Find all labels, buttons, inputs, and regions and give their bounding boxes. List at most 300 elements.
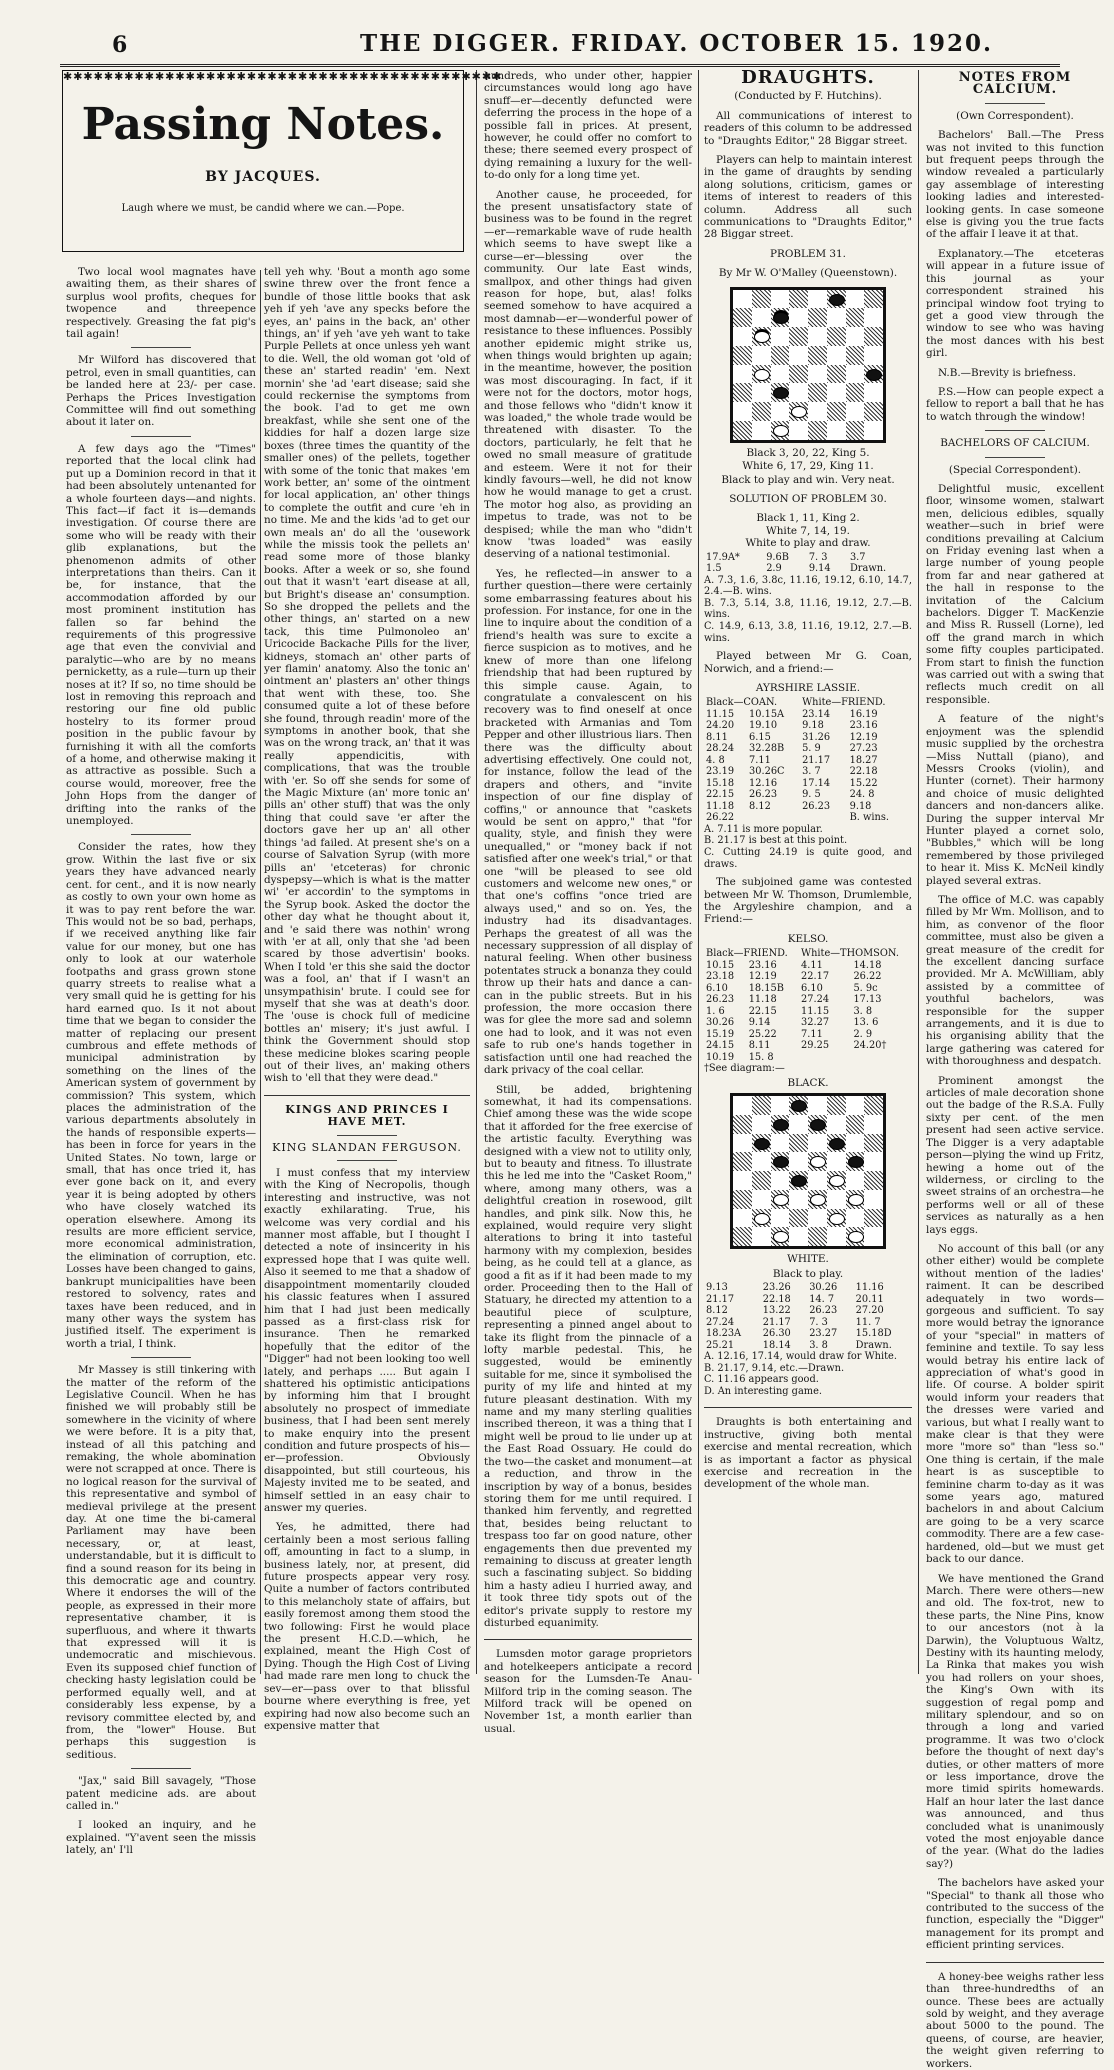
paragraph: Yes, he admitted, there had certainly been a most serious falling off, amounting in fact to a slump, in business lately, nor, at present, did future prospects appear very rosy. Quite a number of factors contributed to this melancholy state of affairs, but easily foremost among them stood the two following: First he would place the present H.C.D.—which, he explained, meant the High Cost of Dying. Though the High Cost of Living had made rare men long to chuck the sev—er—pass over to that blissful bourne where everything is free, yet expiring had now also become such an expensive matter that bbox=[264, 1521, 470, 1732]
game-moves-kelso bbox=[704, 948, 912, 1063]
game-title: AYRSHIRE LASSIE. bbox=[755, 681, 861, 694]
light-square bbox=[827, 1152, 846, 1171]
table-row bbox=[704, 732, 912, 744]
move-cell: 22.17 bbox=[801, 971, 830, 983]
table-row bbox=[704, 960, 912, 972]
dark-square bbox=[789, 1209, 808, 1228]
black-man-piece bbox=[773, 1156, 789, 1168]
move-cell: 26.22 bbox=[853, 971, 882, 983]
move-cell: 18.14 bbox=[762, 1339, 791, 1351]
light-square bbox=[771, 290, 790, 309]
table-row bbox=[704, 755, 912, 767]
light-square bbox=[771, 1171, 790, 1190]
dark-square bbox=[808, 421, 827, 440]
black-king-piece bbox=[773, 312, 789, 324]
move-cell: 27.24 bbox=[801, 994, 830, 1006]
move-cell: 3. 8 bbox=[809, 1339, 828, 1351]
move-cell: 11.16 bbox=[855, 1282, 884, 1294]
move-cell: 27.23 bbox=[849, 743, 878, 755]
light-square bbox=[733, 365, 752, 384]
light-square bbox=[808, 1096, 827, 1115]
light-square bbox=[846, 1171, 865, 1190]
dark-square bbox=[864, 327, 883, 346]
light-square bbox=[789, 1115, 808, 1134]
move-cell: 29.25 bbox=[801, 1040, 830, 1052]
dark-square bbox=[771, 1190, 790, 1209]
paragraph: tell yeh why. 'Bout a month ago some swine threw over the front fence a bundle of those little books that ask yeh if yeh 'ave any specks before the eyes, an' pains in the back, an' other things, an' if yeh 'ave yeh want to take Purple Pellets at once unless yeh want to die. Well, the old woman got 'old of these an' started readin' 'em. Next mornin' she 'ad 'eart disease; said she could reckernise the symptoms from the book. I'ad to get me own breakfast, while she sent one of the kiddies for half a dozen large size boxes (three times the quantity of the smaller ones) of the pellets, together with some of the tonic that makes 'em work better, an' some of the ointment for local application, an' other things to complete the outfit and cure 'eh in no time. Me and the kids 'ad to get our own meals an' do all the 'ousework while the missis took the pellets an' read some more of those blanky books. After a week or so, she found out that it wasn't 'eart disease at all, but Bright's disease an' consumption. So she dropped the pellets and the other things, an' started on a new tack, this time Pulmonoleo an' Uricocide Backache Pills for the liver, kidneys, stomach an' other parts of yer flamin' anatomy. Also the tonic an' ointment an' plasters an' other things that went with these, too. She consumed quite a lot of these before she found, through readin' more of the symptoms in another book, that she was on the wrong track, an' that it was really appendicitis, with complications, that was the trouble with 'er. So off she sends for some of the Magic Mixture (an' more tonic an' pills an' other stuff) that was the only thing that could save 'er after the doctors gave her up an' all other things 'ad failed. At present she's on a course of Salvation Syrup (with more pills an' 'etceteras) for chronic dyspepsy—which is what is the matter wi' 'er accordin' to the symptoms in the Syrup book. Asked the doctor the other day what he thought about it, and 'e said there was nothin' wrong with 'er at all, only that she 'ad been scared by those advertisin' books. When I told 'er this she said the doctor was a fool, an' that if I wasn't an unsympathisin' brute. I could see for myself that she was at death's door. The 'ouse is chock full of medicine bottles an' misery; it's just awful. I think the Government should stop these medicine blokes scaring people out of their lives, an' making others wish to 'ell that they were dead." bbox=[264, 266, 470, 1085]
table-header-cell: White—THOMSON. bbox=[801, 948, 899, 960]
draughts-board-kelso bbox=[730, 1093, 886, 1249]
column-two bbox=[264, 266, 470, 1732]
paragraph: Delightful music, excellent floor, winsome women, stalwart men, delicious edibles, squally weather—such in brief were conditions prevailing at Calcium on Friday evening last when a large number of young people from far and near gathered at the hall in response to the invitation of the Calcium bachelors. Digger T. MacKenzie and Miss R. Russell (Lorne), led off the grand march in which some fifty couples participated. From start to finish the function was carried out with a swing that reflects much credit on all responsible. bbox=[926, 482, 1104, 706]
divider bbox=[264, 1095, 470, 1096]
dark-square bbox=[808, 308, 827, 327]
light-square bbox=[827, 308, 846, 327]
move-cell: 17.13 bbox=[853, 994, 882, 1006]
move-cell: 7.11 bbox=[801, 1028, 823, 1040]
move-cell: 14. 7 bbox=[809, 1293, 835, 1305]
light-square bbox=[733, 402, 752, 421]
move-cell: B. wins. bbox=[849, 812, 889, 824]
light-square bbox=[771, 1096, 790, 1115]
game-title: KELSO. bbox=[787, 932, 829, 945]
light-square bbox=[808, 1134, 827, 1153]
dark-square bbox=[771, 1227, 790, 1246]
move-cell: 31.26 bbox=[802, 731, 831, 743]
divider bbox=[131, 1357, 191, 1358]
dark-square bbox=[808, 383, 827, 402]
dark-square bbox=[864, 1096, 883, 1115]
paragraph: Players can help to maintain interest in the game of draughts by sending along solutions, criticism, games or items of interest to readers of this column. Address all such communications to "Draughts Editor," 28 Biggar street. bbox=[704, 154, 912, 241]
board-instruction: Black to play. bbox=[772, 1267, 844, 1280]
dark-square bbox=[789, 365, 808, 384]
move-cell: 17.9A* bbox=[706, 551, 740, 563]
dark-square bbox=[827, 1171, 846, 1190]
divider bbox=[704, 1407, 912, 1408]
divider bbox=[985, 103, 1045, 104]
move-cell: 18.15B bbox=[748, 982, 784, 994]
note: D. An interesting game. bbox=[704, 1385, 822, 1397]
paragraph: A honey-bee weighs rather less than three-hundredths of an ounce. These bees are actually sold by weight, and they average about 5000 to the pound. The queens, of course, are heavier, the weight given referring to workers. bbox=[926, 1970, 1104, 2070]
table-row bbox=[704, 563, 912, 575]
paragraph: Explanatory.—The etceteras will appear in a future issue of this journal as your correspondent strained his principal window foot trying to get a good view through the window to see who was having the most dances with his best girl. bbox=[926, 247, 1104, 360]
white-man-piece bbox=[848, 1231, 864, 1243]
star-border: ✱✱✱✱✱✱✱✱✱✱✱✱✱✱✱✱✱✱✱✱✱✱✱✱✱✱✱✱✱✱✱✱✱✱✱✱✱✱✱✱✱✱✱ bbox=[63, 70, 503, 83]
dark-square bbox=[771, 1115, 790, 1134]
move-cell: 12.19 bbox=[849, 731, 878, 743]
light-square bbox=[846, 365, 865, 384]
light-square bbox=[864, 383, 883, 402]
note: B. 21.17 is best at this point. bbox=[704, 835, 848, 847]
white-man-piece bbox=[829, 1175, 845, 1187]
draughts-board-problem-31 bbox=[730, 287, 886, 443]
table-row bbox=[704, 1282, 912, 1294]
move-cell: 10.19 bbox=[706, 1051, 735, 1063]
table-row bbox=[704, 971, 912, 983]
dark-square bbox=[752, 1171, 771, 1190]
paragraph: Played between Mr G. Coan, Norwich, and a friend:— bbox=[704, 650, 912, 675]
white-man-piece bbox=[791, 406, 807, 418]
light-square bbox=[827, 1227, 846, 1246]
dark-square bbox=[752, 327, 771, 346]
board-label-black: BLACK. bbox=[787, 1076, 829, 1089]
dark-square bbox=[846, 1227, 865, 1246]
game-moves-ayrshire-lassie bbox=[704, 697, 912, 824]
move-cell: 2.9 bbox=[766, 563, 782, 575]
light-square bbox=[864, 1227, 883, 1246]
correspondent: (Own Correspondent). bbox=[956, 109, 1074, 122]
dark-square bbox=[864, 1171, 883, 1190]
problem-author: By Mr W. O'Malley (Queenstown). bbox=[718, 267, 898, 280]
paragraph: A few days ago the "Times" reported that the local clink had put up a Dominion record in that it had been absolutely untenanted for a whole fourteen days—and nights. This fact—if fact it is—demands investigation. Of course there are some who will be ready with their glib explanations, but the phenomenon admits of other interpretations than theirs. Can it be, for instance, that the accommodation afforded by our most prominent institution has fallen so far behind the requirements of this progressive age that even the convivial and paralytic—who are by no means pernicketty, as a rule—turn up their noses at it? If so, no time should be lost in removing this reproach and restoring our fine old public hostelry to its former proud position in the public favour by furnishing it with all the comforts of a home, and otherwise making it as attractive as possible. Such a course would, moreover, free the John Hops from the danger of drifting into the ranks of the unemployed. bbox=[66, 442, 256, 828]
dark-square bbox=[752, 1096, 771, 1115]
black-man-piece bbox=[810, 1119, 826, 1131]
dark-square bbox=[771, 308, 790, 327]
dark-square bbox=[733, 1190, 752, 1209]
light-square bbox=[827, 1115, 846, 1134]
dark-square bbox=[808, 1152, 827, 1171]
move-cell: 5. 9c bbox=[853, 982, 878, 994]
dark-square bbox=[789, 327, 808, 346]
paragraph: I looked an inquiry, and he explained. "Y'avent seen the missis lately, an' I'll bbox=[66, 1819, 256, 1857]
note: B. 21.17, 9.14, etc.—Drawn. bbox=[704, 1362, 845, 1374]
paragraph: I must confess that my interview with the King of Necropolis, though interesting and instructive, was not exactly exhilarating. True, his welcome was very cordial and his manner most affable, but I thought I detected a note of insincerity in his expressed hope that I was quite well. Also it seemed to me that a shadow of disappointment momentarily clouded his classic features when I assured him that I had just been medically passed as a first-class risk for insurance. Then he remarked hopefully that the editor of the "Digger" had not been looking too well lately, and perhaps ..... But again I shattered his optimistic anticipations by informing him that I brought absolutely no prospect of immediate business, that I had been sent merely to make enquiry into the present condition and future prospects of his—er—profession. Obviously disappointed, but still courteous, his Majesty invited me to be seated, and himself settled in an easy chair to answer my queries. bbox=[264, 1167, 470, 1514]
move-cell bbox=[799, 1052, 851, 1064]
kings-subtitle: KING SLANDAN FERGUSON. bbox=[272, 1140, 462, 1154]
move-cell: 13.22 bbox=[762, 1305, 791, 1317]
column-draughts bbox=[704, 67, 912, 1674]
move-cell: 25.21 bbox=[706, 1339, 735, 1351]
black-man-piece bbox=[848, 1156, 864, 1168]
move-cell: 28.24 bbox=[706, 743, 735, 755]
paragraph: P.S.—How can people expect a fellow to report a ball that he has to watch through the window! bbox=[926, 385, 1104, 423]
divider bbox=[985, 457, 1045, 458]
dark-square bbox=[733, 1227, 752, 1246]
move-cell: 24.20 bbox=[706, 720, 735, 732]
move-cell: 11.18 bbox=[706, 800, 735, 812]
column-calcium bbox=[926, 70, 1104, 2070]
light-square bbox=[808, 365, 827, 384]
black-man-piece bbox=[791, 1100, 807, 1112]
solution-black: Black 1, 11, King 2. bbox=[756, 512, 860, 525]
paragraph: Consider the rates, how they grow. Within the last five or six years they have advanced nearly cent. for cent., and it is now nearly as costly to own your own home as it was to pay rent before the war. This would not be so bad, perhaps, if we received anything like fair value for our money, but one has only to look at our waterhole footpaths and grass grown stone quarry streets to realise what a very small quid he is getting for his hard earned quo. Is it not about time that we began to consider the matter of replacing our present cumbrous and effete methods of municipal administration by something on the lines of the American system of government by commission? This system, which places the administration of the various departments absolutely in the hands of responsible experts—has been in force for years in the United States. No town, large or small, that has once tried it, has ever gone back on it, and every year it is being adopted by others who have closely watched its operation elsewhere. Among its results are more efficient service, more economical administration, the elimination of corruption, etc. Losses have been changed to gains, bankrupt municipalities have been restored to solvency, rates and taxes have been reduced, and in many other ways the system has justified itself. The experiment is worth a trial, I think. bbox=[66, 841, 256, 1350]
move-cell bbox=[851, 1052, 912, 1064]
dark-square bbox=[846, 421, 865, 440]
move-cell: 25.22 bbox=[748, 1028, 777, 1040]
move-cell: 30.26 bbox=[706, 1017, 735, 1029]
black-man-piece bbox=[754, 1138, 770, 1150]
problem-instruction: Black to play and win. Very neat. bbox=[721, 473, 895, 486]
move-cell: 6.15 bbox=[749, 731, 771, 743]
move-cell: 9.6B bbox=[766, 551, 789, 563]
paragraph: Another cause, he proceeded, for the present unsatisfactory state of business was to be found in the regret—er—remarkable wave of rude health which seems to have swept like a curse—er—blessing over the community. Our late East winds, smallpox, and other things had given reason for hope, but, alas! folks seemed somehow to have acquired a most damnab—er—wonderful power of resistance to these influences. Possibly another epidemic might strike us, when things would brighten up again; in the meantime, however, the position was most discouraging. In fact, if it were not for the doctors, motor hogs, and those fellows who "didn't know it was loaded," the whole trade would be threatened with disaster. To the doctors, particularly, he felt that he owed no small measure of gratitude and esteem. Were it not for their kindly favours—well, he did not know how he would manage to get a crust. The motor hog also, as providing an impetus to trade, was not to be despised; while the man who "didn't know 'twas loaded" was easily deserving of a national testimonial. bbox=[484, 188, 692, 561]
move-cell: 26.23 bbox=[802, 800, 831, 812]
light-square bbox=[752, 308, 771, 327]
column-passing-notes bbox=[66, 266, 256, 1857]
dark-square bbox=[771, 1152, 790, 1171]
move-cell bbox=[800, 812, 848, 824]
white-man-piece bbox=[810, 1156, 826, 1168]
move-cell: 22.15 bbox=[748, 1005, 777, 1017]
light-square bbox=[827, 1190, 846, 1209]
move-cell: 10.15 bbox=[706, 959, 735, 971]
move-cell: 9.18 bbox=[802, 720, 824, 732]
divider bbox=[131, 436, 191, 437]
move-cell: 23.16 bbox=[849, 720, 878, 732]
move-cell: 9.14 bbox=[748, 1017, 771, 1029]
move-cell: 11.15 bbox=[706, 708, 735, 720]
move-cell: 15.18D bbox=[855, 1328, 892, 1340]
dark-square bbox=[808, 1115, 827, 1134]
table-row bbox=[704, 1305, 912, 1317]
table-row bbox=[704, 720, 912, 732]
table-row bbox=[704, 1052, 912, 1064]
light-square bbox=[789, 308, 808, 327]
move-cell: 10.15A bbox=[749, 708, 785, 720]
table-row bbox=[704, 812, 912, 824]
light-square bbox=[864, 1190, 883, 1209]
masthead bbox=[60, 24, 1060, 67]
dark-square bbox=[771, 421, 790, 440]
move-cell: 30.26C bbox=[749, 766, 785, 778]
move-cell: 21.17 bbox=[706, 1293, 735, 1305]
light-square bbox=[789, 1190, 808, 1209]
light-square bbox=[864, 421, 883, 440]
move-cell: 8.11 bbox=[748, 1040, 771, 1052]
light-square bbox=[864, 1152, 883, 1171]
light-square bbox=[733, 1209, 752, 1228]
move-cell: 3. 7 bbox=[802, 766, 821, 778]
light-square bbox=[846, 1096, 865, 1115]
move-cell: 9.18 bbox=[849, 800, 872, 812]
board-label-white: WHITE. bbox=[787, 1253, 829, 1266]
table-row bbox=[704, 743, 912, 755]
dark-square bbox=[752, 1209, 771, 1228]
light-square bbox=[752, 1152, 771, 1171]
table-row bbox=[704, 994, 912, 1006]
solution-title: SOLUTION OF PROBLEM 30. bbox=[729, 492, 887, 505]
black-man-piece bbox=[773, 1119, 789, 1131]
paragraph: Mr Massey is still tinkering with the matter of the reform of the Legislative Council. When he has finished we will probably still be somewhere in the vicinity of where we were before. It is a pity that, instead of all this patching and remaking, the whole abomination were not scrapped at once. There is no logical reason for the survival of this representative and symbol of medieval privilege at the present day. At one time the bi-cameral Parliament may have been necessary, or, at least, understandable, but it is difficult to find a sound reason for its being in this democratic age and country. Where it endorses the will of the people, as expressed in their more representative chamber, it is superfluous, and where it thwarts that expressed will it is undemocratic and mischievous. Even its supposed chief function of checking hasty legislation could be performed equally well, and at considerably less expense, by a revisory committee elected by, and from, the "lower" House. But perhaps this suggestion is seditious. bbox=[66, 1364, 256, 1761]
dark-square bbox=[789, 290, 808, 309]
light-square bbox=[808, 327, 827, 346]
move-cell: 27.24 bbox=[706, 1316, 735, 1328]
white-man-piece bbox=[810, 1194, 826, 1206]
light-square bbox=[864, 308, 883, 327]
dark-square bbox=[733, 1152, 752, 1171]
note: A. 7.3, 1.6, 3.8c, 11.16, 19.12, 6.10, 14.7, 2.4.—B. wins. bbox=[704, 574, 912, 598]
table-row bbox=[704, 766, 912, 778]
light-square bbox=[733, 1171, 752, 1190]
solution-instruction: White to play and draw. bbox=[745, 537, 871, 550]
table-row bbox=[704, 1328, 912, 1340]
move-cell: 32.27 bbox=[801, 1017, 830, 1029]
dark-square bbox=[771, 383, 790, 402]
light-square bbox=[771, 365, 790, 384]
white-man-piece bbox=[773, 1231, 789, 1243]
dark-square bbox=[827, 1096, 846, 1115]
paragraph: "Jax," said Bill savagely, "Those patent medicine ads. are about called in." bbox=[66, 1775, 256, 1812]
move-cell: 17.14 bbox=[802, 777, 831, 789]
light-square bbox=[827, 346, 846, 365]
move-cell: 11.18 bbox=[748, 994, 777, 1006]
paragraph: All communications of interest to readers of this column to be addressed to "Draughts Editor," 28 Biggar street. bbox=[704, 109, 912, 147]
move-cell: 7. 3 bbox=[809, 1316, 828, 1328]
light-square bbox=[789, 346, 808, 365]
move-cell: 23.26 bbox=[762, 1282, 791, 1294]
note: C. 11.16 appears good. bbox=[704, 1374, 819, 1386]
table-row bbox=[704, 1294, 912, 1306]
table-row bbox=[704, 1340, 912, 1352]
dark-square bbox=[789, 1171, 808, 1190]
column-rule bbox=[476, 70, 477, 1674]
move-cell: 15.22 bbox=[849, 777, 878, 789]
dark-square bbox=[864, 365, 883, 384]
section-title: Passing Notes. bbox=[81, 99, 445, 150]
table-row bbox=[704, 983, 912, 995]
correspondent: (Special Correspondent). bbox=[948, 463, 1082, 476]
move-cell: 23.18 bbox=[706, 971, 735, 983]
position-black: Black 3, 20, 22, King 5. bbox=[746, 446, 870, 459]
light-square bbox=[827, 383, 846, 402]
light-square bbox=[864, 346, 883, 365]
divider bbox=[484, 1639, 692, 1640]
light-square bbox=[808, 290, 827, 309]
move-cell: Drawn. bbox=[855, 1339, 892, 1351]
move-cell: 8.12 bbox=[749, 800, 771, 812]
light-square bbox=[752, 1190, 771, 1209]
move-cell: 15.18 bbox=[706, 777, 735, 789]
light-square bbox=[789, 1152, 808, 1171]
table-row bbox=[704, 1029, 912, 1041]
move-cell: 26.22 bbox=[706, 812, 735, 824]
table-row bbox=[704, 1317, 912, 1329]
dark-square bbox=[771, 346, 790, 365]
dark-square bbox=[827, 1134, 846, 1153]
table-row bbox=[704, 1006, 912, 1018]
move-cell: 8.11 bbox=[706, 731, 728, 743]
move-cell: 4. 8 bbox=[706, 754, 725, 766]
dark-square bbox=[827, 290, 846, 309]
byline: BY JACQUES. bbox=[205, 169, 321, 185]
light-square bbox=[808, 1171, 827, 1190]
white-man-piece bbox=[848, 1194, 864, 1206]
move-cell: 24.20† bbox=[853, 1040, 887, 1052]
dark-square bbox=[846, 346, 865, 365]
draughts-title: DRAUGHTS. bbox=[741, 67, 875, 88]
dark-square bbox=[846, 308, 865, 327]
move-cell: 26.23 bbox=[706, 994, 735, 1006]
paragraph: Draughts is both entertaining and instructive, giving both mental exercise and mental recreation, which is as important a factor as physical exercise and recreation in the development of the whole man. bbox=[704, 1416, 912, 1491]
light-square bbox=[808, 1209, 827, 1228]
dark-square bbox=[846, 1190, 865, 1209]
table-row bbox=[704, 709, 912, 721]
paragraph: The subjoined game was contested between Mr W. Thomson, Drumlemble, the Argyleshire champion, and a Friend:— bbox=[704, 876, 912, 926]
dark-square bbox=[864, 402, 883, 421]
divider bbox=[985, 430, 1045, 431]
table-header-cell: Black—FRIEND. bbox=[706, 948, 788, 960]
divider bbox=[926, 1962, 1104, 1963]
move-cell: 9.14 bbox=[808, 563, 831, 575]
light-square bbox=[771, 402, 790, 421]
move-cell: 14.18 bbox=[853, 959, 882, 971]
move-cell: 7. 3 bbox=[808, 551, 828, 563]
column-rule bbox=[918, 70, 919, 1674]
move-cell: 24.15 bbox=[706, 1040, 735, 1052]
divider bbox=[131, 347, 191, 348]
move-cell: 23.16 bbox=[748, 959, 777, 971]
light-square bbox=[789, 383, 808, 402]
move-cell: 22.15 bbox=[706, 789, 735, 801]
paragraph: The office of M.C. was capably filled by Mr Wm. Mollison, and to him, as convenor of the floor committee, must also be given a great measure of the credit for the excellent dancing surface provided. Mr A. McWilliam, ably assisted by a committee of youthful bachelors, was responsible for the supper arrangements, and it is due to his organising ability that the large gathering was catered for with thoroughness and despatch. bbox=[926, 893, 1104, 1068]
paragraph: We have mentioned the Grand March. There were others—new and old. The fox-trot, new to these parts, the Nine Pins, know to our ancestors (not à la Darwin), the Voluptuous Waltz, Destiny with its haunting melody, La Rinka that makes you wish you had rollers on your shoes, the King's Own with its suggestion of regal pomp and military splendour, and so on through a long and varied programme. It was two o'clock before the thought of next day's duties, or other matters of more or less importance, drove the more timid spirits homewards. Half an hour later the last dance was announced, and thus concluded what is unanimously voted the most enjoyable dance of the year. (What do the ladies say?) bbox=[926, 1572, 1104, 1870]
light-square bbox=[771, 1134, 790, 1153]
problem-title: PROBLEM 31. bbox=[770, 247, 846, 260]
move-cell: 9.13 bbox=[706, 1282, 728, 1294]
light-square bbox=[827, 421, 846, 440]
note: C. Cutting 24.19 is quite good, and draws. bbox=[704, 847, 912, 870]
white-man-piece bbox=[754, 1213, 770, 1225]
move-cell: 21.17 bbox=[802, 754, 831, 766]
light-square bbox=[752, 1227, 771, 1246]
dark-square bbox=[827, 1209, 846, 1228]
dark-square bbox=[733, 421, 752, 440]
move-cell: Drawn. bbox=[849, 563, 887, 575]
black-man-piece bbox=[866, 369, 882, 381]
dark-square bbox=[733, 1115, 752, 1134]
move-cell: 20.11 bbox=[855, 1293, 884, 1305]
table-header-row bbox=[704, 697, 912, 709]
move-cell: 18.23A bbox=[706, 1328, 742, 1340]
paragraph: A feature of the night's enjoyment was the splendid music supplied by the orchestra—Miss Nuttall (piano), and Messrs Crooks (violin), and Hunter (cornet). Their harmony and choice of music delighted dancers and non-dancers alike. During the supper interval Mr Hunter played a cornet solo, "Bubbles," which will be long remembered by those privileged to hear it. Miss K. McNeil kindly played several extras. bbox=[926, 713, 1104, 887]
move-cell: 21.17 bbox=[762, 1316, 791, 1328]
move-cell: 32.28B bbox=[749, 743, 785, 755]
table-row bbox=[704, 778, 912, 790]
paragraph: No account of this ball (or any other either) would be complete without mention of the ladies' raiment. It can be described adequately in two words—gorgeous and sufficient. To say more would betray the ignorance of your "special" in matters of feminine and textile. To say less would betray his entire lack of appreciation of what's good in life. Of course. A bolder spirit would inform your readers that the dresses were varied and various, but what I really want to make clear is that they were more "more so" than "less so." One thing is certain, if the male heart is as susceptible to feminine charm to-day as it was some years ago, matured bachelors in and about Calcium are going to be a very scarce commodity. There are a few case-hardened, old—but we must get back to our dance. bbox=[926, 1242, 1104, 1566]
calcium-title: NOTES FROM CALCIUM. bbox=[958, 70, 1072, 98]
position-white: White 6, 17, 29, King 11. bbox=[742, 460, 874, 473]
move-cell: 5. 9 bbox=[802, 743, 821, 755]
dark-square bbox=[808, 346, 827, 365]
table-header-row bbox=[704, 948, 912, 960]
move-cell: 12.16 bbox=[749, 777, 778, 789]
note: A. 12.16, 17.14, would draw for White. bbox=[704, 1351, 897, 1363]
paragraph: Prominent amongst the articles of male decoration shone out the badge of the R.S.A. Fully sixty per cent. of the men present had seen active service. The Digger is a very adaptable person—plying the wind up Fritz, hewing a home out of the wilderness, or circling to the sweet strains of an orchestra—he performs well or all of these services as naturally as a hen lays eggs. bbox=[926, 1074, 1104, 1236]
column-rule bbox=[260, 270, 261, 1674]
move-cell: 3. 8 bbox=[853, 1005, 873, 1017]
paragraph: hundreds, who under other, happier circumstances would long ago have snuff—er—decently defuncted were deferring the process in the hope of a possible fall in prices. At present, however, he could offer no comfort to these; there seemed every prospect of dying remaining a luxury for the well-to-do only for a long time yet. bbox=[484, 70, 692, 182]
dark-square bbox=[827, 327, 846, 346]
dark-square bbox=[846, 1152, 865, 1171]
paragraph: Still, be added, brightening somewhat, it had its compensations. Chief among these was the wide scope that it afforded for the free exercise of the artistic faculty. Everything was designed with a view not to utility only, but to beauty and fitness. To illustrate this he led me into the "Casket Room," where, among many others, was a delightful creation in rosewood, gilt handles, and pink silk. Now this, he explained, would require very slight alterations to bring it into tasteful harmony with my complexion, besides being, as he could tell at a glance, as good a fit as if it had been made to my order. Proceeding then to the Hall of Statuary, he directed my attention to a beautiful piece of sculpture, representing a pinned angel about to take its flight from the pinnacle of a lofty marble pedestal. This, he suggested, would be eminently suitable for me, since it symbolised the purity of my life and hinted at my future pleasant destination. With my name and my many sterling qualities inscribed thereon, it was a thing that I might well be proud to lie under up at the East Road Ossuary. He could do the two—the casket and monument—at a reduction, and throw in the inscription by way of a bonus, besides storing them for me until required. I thanked him fervently, and regretted that, besides being reluctant to trespass too far on good nature, other engagements then due prevented my remaining to discuss at greater length such a fascinating subject. So bidding him a hasty adieu I hurried away, and it took three tidy spots out of the editor's private supply to restore my disturbed equanimity. bbox=[484, 1083, 692, 1629]
white-man-piece bbox=[773, 425, 789, 437]
dark-square bbox=[752, 402, 771, 421]
move-cell: 16.19 bbox=[849, 708, 878, 720]
dark-square bbox=[864, 1209, 883, 1228]
note: A. 7.11 is more popular. bbox=[704, 823, 823, 835]
move-cell: 23.14 bbox=[802, 708, 831, 720]
paragraph: The bachelors have asked your "Special" to thank all those who contributed to the success of the function, especially the "Digger" management for its prompt and efficient printing services. bbox=[926, 1877, 1104, 1952]
dark-square bbox=[733, 308, 752, 327]
light-square bbox=[808, 402, 827, 421]
move-cell: 27.20 bbox=[855, 1305, 884, 1317]
dark-square bbox=[752, 1134, 771, 1153]
dark-square bbox=[864, 290, 883, 309]
note: B. 7.3, 5.14, 3.8, 11.16, 19.12, 2.7.—B. wins. bbox=[704, 597, 912, 621]
white-man-piece bbox=[829, 1213, 845, 1225]
table-row bbox=[704, 1040, 912, 1052]
move-cell bbox=[747, 812, 800, 824]
